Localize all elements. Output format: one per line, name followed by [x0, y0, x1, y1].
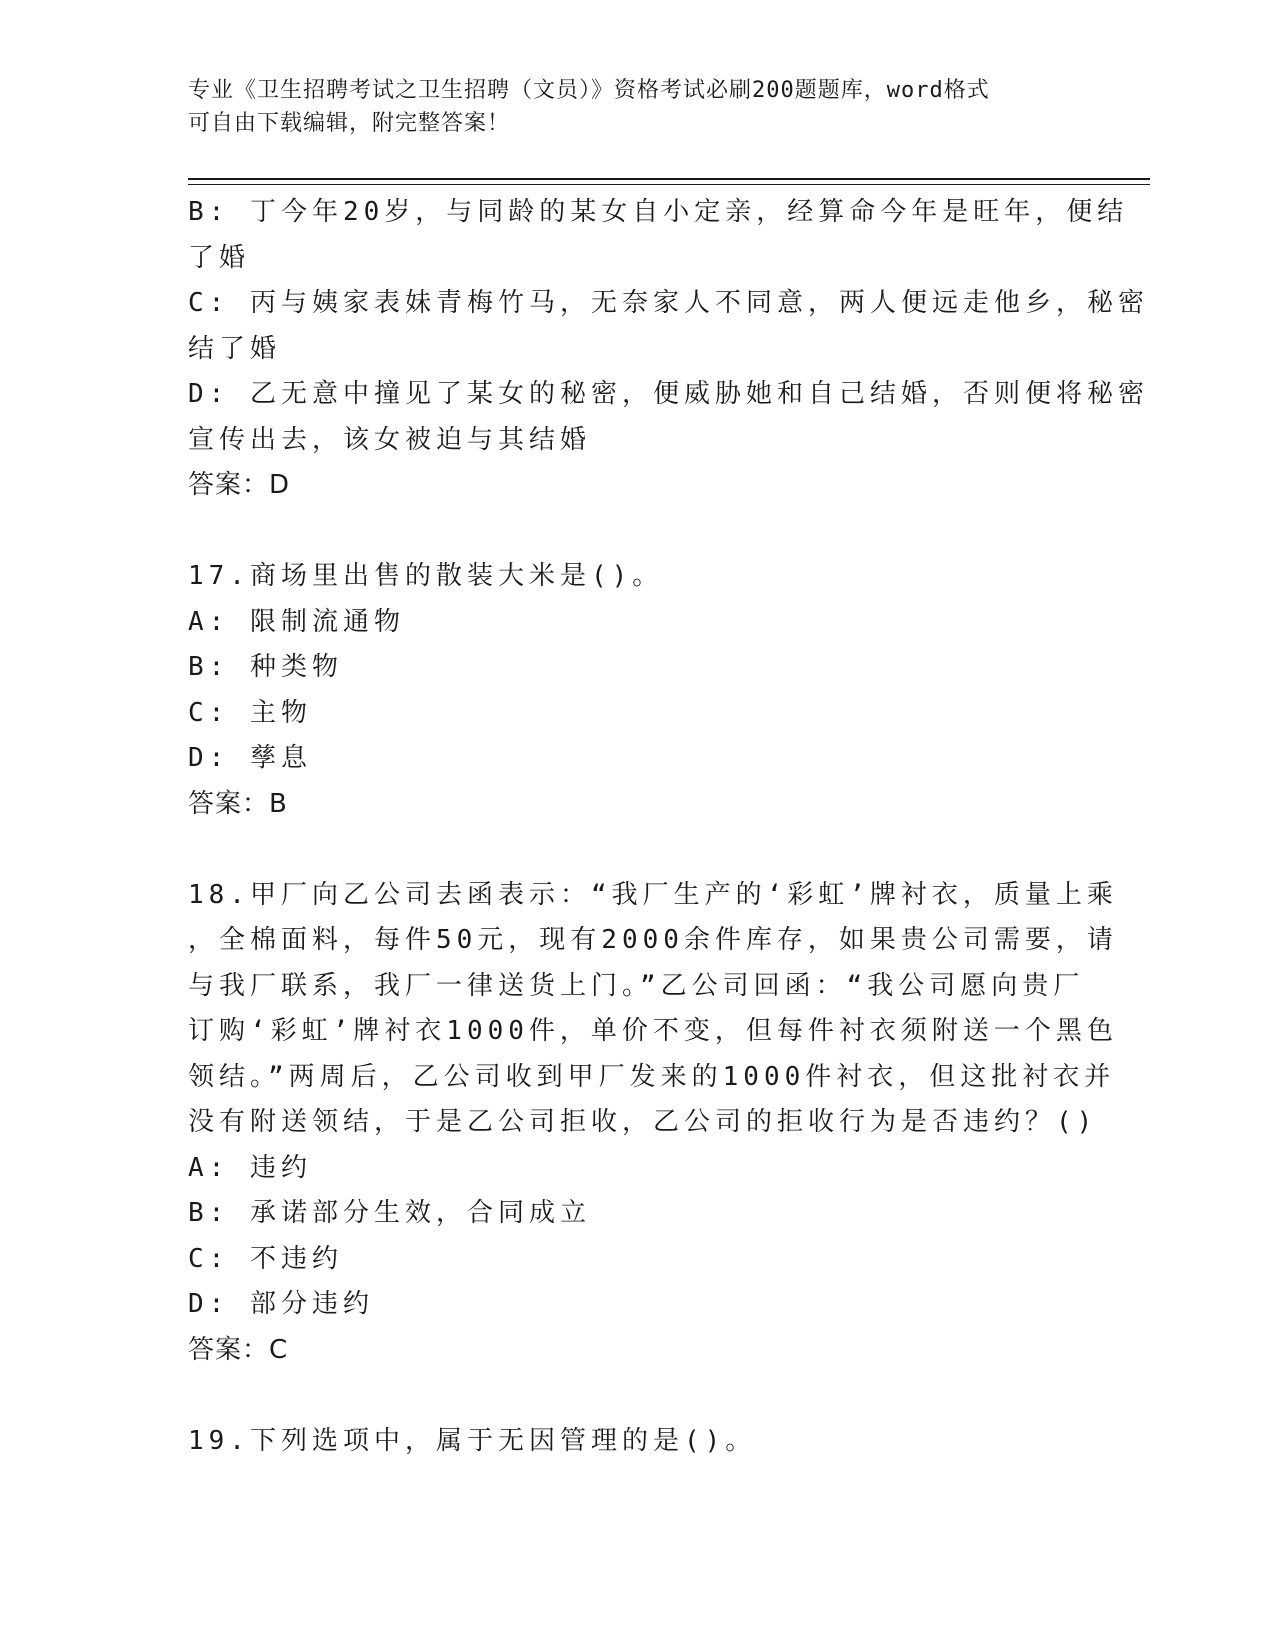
- q16-option-d-line-1: D: 乙无意中撞见了某女的秘密，便威胁她和自己结婚，否则便将秘密: [188, 379, 1149, 409]
- q17-option-c: C: 主物: [188, 697, 312, 728]
- header-rule-thick: [188, 178, 1150, 180]
- question-16-block: [188, 190, 1149, 509]
- q16-option-c-line-2: 结了婚: [188, 333, 282, 364]
- q18-question-line-1: 18.甲厂向乙公司去函表示：“我厂生产的‘彩虹’牌衬衣，质量上乘: [188, 879, 1118, 910]
- q18-option-a: A: 违约: [188, 1152, 312, 1183]
- q18-option-c: C: 不违约: [188, 1243, 343, 1274]
- question-17-block: [188, 554, 1088, 827]
- spacer: [188, 1373, 1088, 1419]
- q16-answer: 答案：D: [188, 470, 291, 500]
- spacer: [188, 509, 1088, 555]
- header-rule-thin: [188, 184, 1150, 185]
- header-line-2: 可自由下载编辑，附完整答案！: [188, 111, 511, 136]
- document-header: [188, 74, 1068, 140]
- document-body: [188, 190, 1149, 1464]
- q17-answer: 答案：B: [188, 788, 288, 819]
- question-19-block: [188, 1419, 1088, 1465]
- q17-option-a: A: 限制流通物: [188, 606, 405, 637]
- q17-option-d: D: 孳息: [188, 743, 312, 773]
- q18-option-b: B: 承诺部分生效，合同成立: [188, 1198, 591, 1228]
- q16-option-d-line-2: 宣传出去，该女被迫与其结婚: [188, 424, 592, 455]
- header-line-1: 专业《卫生招聘考试之卫生招聘（文员）》资格考试必刷200题题库，word格式: [188, 78, 990, 103]
- q17-question: 17.商场里出售的散装大米是()。: [188, 561, 664, 591]
- q18-question-line-5: 领结。”两周后，乙公司收到甲厂发来的1000件衬衣，但这批衬衣并: [188, 1061, 1116, 1092]
- q17-option-b: B: 种类物: [188, 652, 343, 682]
- q19-question: 19.下列选项中，属于无因管理的是()。: [188, 1425, 757, 1456]
- q16-option-c-line-1: C: 丙与姨家表妹青梅竹马，无奈家人不同意，两人便远走他乡，秘密: [188, 288, 1149, 318]
- q18-option-d: D: 部分违约: [188, 1289, 374, 1319]
- q18-question-line-3: 与我厂联系，我厂一律送货上门。”乙公司回函：“我公司愿向贵厂: [188, 970, 1085, 1001]
- q16-option-b-line-2: 了婚: [188, 242, 251, 273]
- question-18-block: [188, 873, 1118, 1374]
- q18-question-line-4: 订购‘彩虹’牌衬衣1000件，单价不变，但每件衬衣须附送一个黑色: [188, 1016, 1118, 1046]
- q18-answer: 答案：C: [188, 1334, 289, 1365]
- q18-question-line-6: 没有附送领结，于是乙公司拒收，乙公司的拒收行为是否违约？(): [188, 1107, 1098, 1137]
- spacer: [188, 827, 1088, 873]
- q16-option-b-line-1: B: 丁今年20岁，与同龄的某女自小定亲，经算命今年是旺年，便结: [188, 197, 1129, 227]
- q18-question-line-2: ，全棉面料，每件50元，现有2000余件库存，如果贵公司需要，请: [188, 925, 1118, 955]
